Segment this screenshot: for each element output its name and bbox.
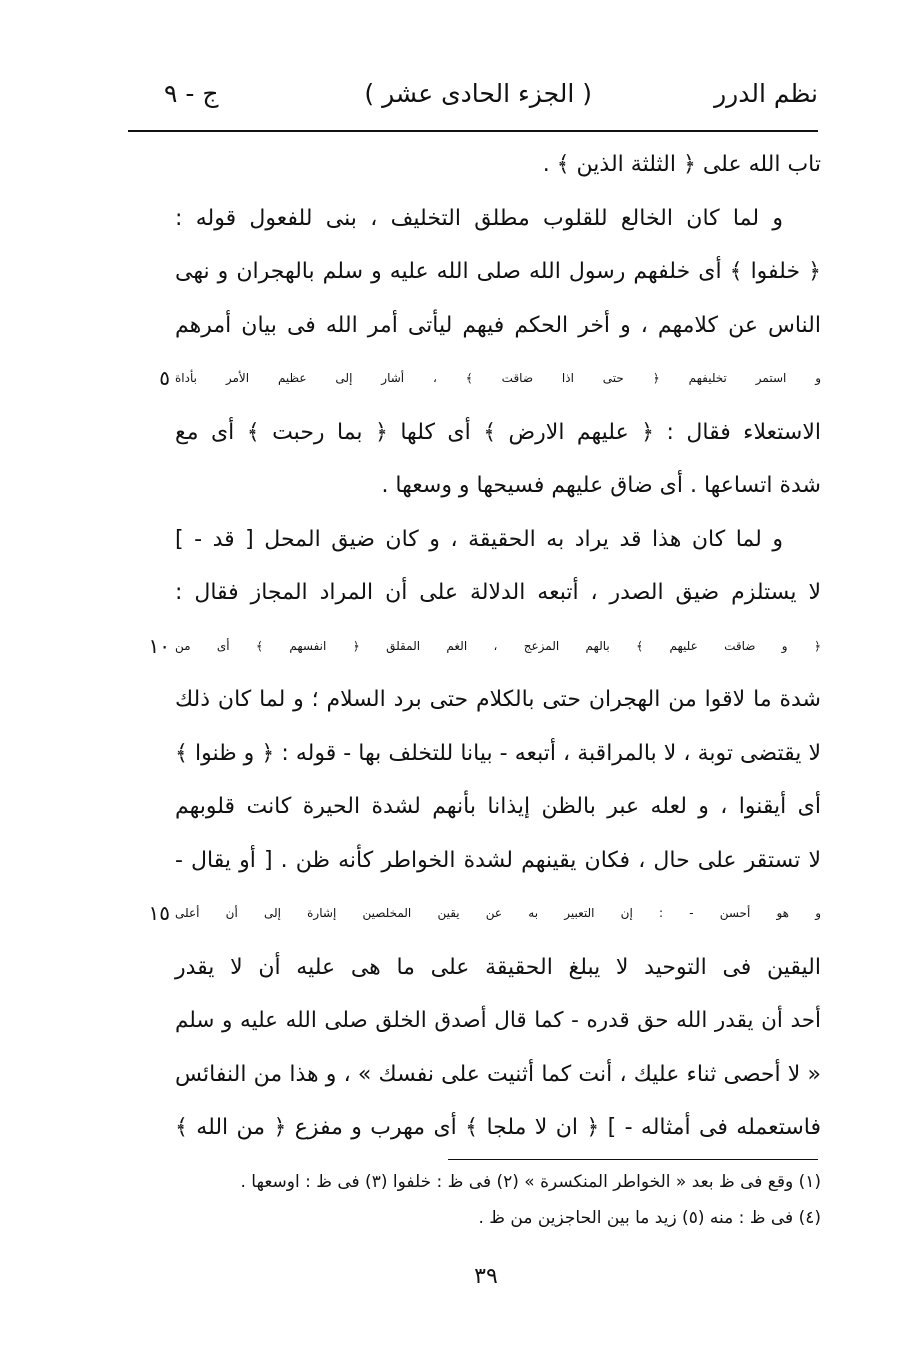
text-line: اليقين فى التوحيد لا يبلغ الحقيقة على ما هى عليه أن لا يقدر: [175, 954, 821, 980]
text-line-content: ﴿ و ضاقت عليهم ﴾ بالهم المزعج ، الغم المقلق ﴿ انفسهم ﴾ أى من: [175, 638, 821, 653]
text-line: الاستعلاء فقال : ﴿ عليهم الارض ﴾ أى كلها ﴿ بما رحبت ﴾ أى مع: [175, 419, 821, 445]
text-line: و لما كان هذا قد يراد به الحقيقة ، و كان ضيق المحل [ قد - ]: [175, 526, 783, 552]
footnote-divider: [448, 1159, 818, 1160]
text-line: تاب الله على ﴿ الثلثة الذين ﴾ .: [542, 152, 821, 177]
text-line: لا تستقر على حال ، فكان يقينهم لشدة الخواطر كأنه ظن . [ أو يقال -: [175, 847, 821, 873]
text-line: و لما كان الخالع للقلوب مطلق التخليف ، بنى للفعول قوله :: [175, 205, 783, 231]
footnotes: [175, 1164, 821, 1236]
main-text: [148, 138, 821, 1155]
text-line: لا يقتضى توبة ، لا بالمراقبة ، أتبعه - بيانا للتخلف بها - قوله : ﴿ و ظنوا ﴾: [175, 740, 821, 766]
text-line: ﴿ خلفوا ﴾ أى خلفهم رسول الله صلى الله عليه و سلم بالهجران و نهى: [175, 259, 821, 284]
text-line: الناس عن كلامهم ، و أخر الحكم فيهم ليأتى أمر الله فى بيان أمرهم: [175, 312, 821, 338]
text-line: شدة ما لاقوا من الهجران حتى بالكلام حتى برد السلام ؛ و لما كان ذلك: [175, 687, 821, 712]
text-line: لا يستلزم ضيق الصدر ، أتبعه الدلالة على أن المراد المجاز فقال :: [175, 580, 821, 605]
text-line-content: و استمر تخليفهم ﴿ حتى اذا ضاقت ﴾ ، أشار إلى عظيم الأمر بأداة: [175, 371, 821, 385]
text-line: أحد أن يقدر الله حق قدره - كما قال أصدق الخلق صلى الله عليه و سلم: [175, 1008, 821, 1033]
text-line: [148, 620, 821, 674]
book-title: نظم الدرر: [714, 79, 818, 108]
text-line: « لا أحصى ثناء عليك ، أنت كما أثنيت على نفسك » ، و هذا من النفائس: [175, 1061, 821, 1087]
line-number: ١٥: [148, 901, 170, 925]
page-number: ٣٩: [474, 1264, 498, 1289]
footnote-line: (٤) فى ظ : منه (٥) زيد ما بين الحاجزين من ظ .: [478, 1208, 821, 1228]
text-line: [148, 887, 821, 941]
running-header: [150, 72, 818, 116]
volume-reference: ج - ٩: [164, 79, 219, 108]
header-divider: [128, 130, 818, 132]
text-line: أى أيقنوا ، و لعله عبر بالظن إيذانا بأنهم لشدة الحيرة كانت قلوبهم: [175, 794, 821, 819]
footnote-line: (١) وقع فى ظ بعد « الخواطر المنكسرة » (٢) فى ظ : خلفوا (٣) فى ظ : اوسعها .: [240, 1172, 821, 1192]
part-title: ( الجزء الحادى عشر ): [364, 79, 592, 108]
line-number: ٥: [159, 366, 170, 390]
text-line: [159, 352, 821, 406]
text-line: فاستعمله فى أمثاله - ] ﴿ ان لا ملجا ﴾ أى مهرب و مفزع ﴿ من الله ﴾: [175, 1115, 821, 1140]
text-line: شدة اتساعها . أى ضاق عليهم فسيحها و وسعها .: [381, 473, 821, 498]
text-line-content: و هو أحسن - : إن التعبير به عن يقين المخلصين إشارة إلى أن أعلى: [175, 906, 821, 920]
line-number: ١٠: [148, 633, 170, 658]
